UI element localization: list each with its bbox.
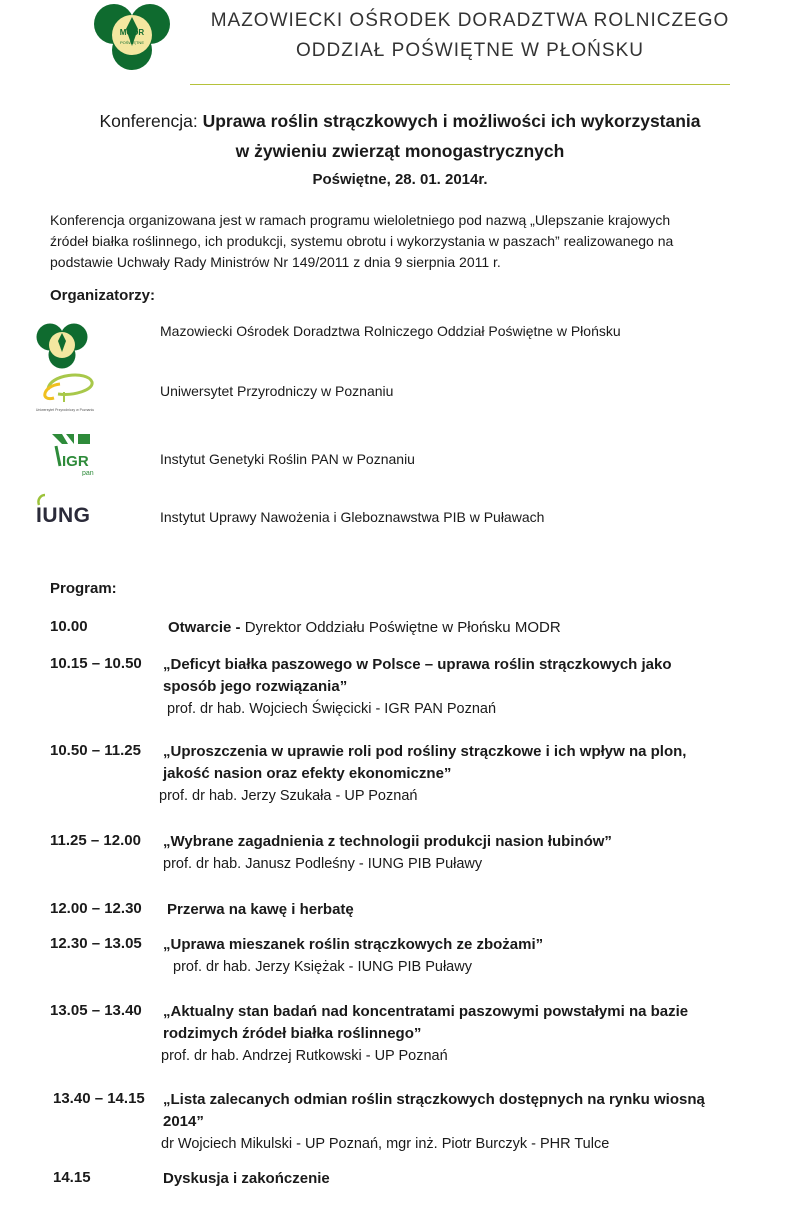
- header-divider: [190, 84, 730, 85]
- program-item-title: „Uprawa mieszanek roślin strączkowych ze zbożami”: [163, 936, 544, 953]
- program-item-title: „Aktualny stan badań nad koncentratami paszowymi powstałymi na bazie: [163, 1003, 689, 1020]
- up-poznan-logo-icon: [30, 368, 100, 414]
- program-time: 14.15: [53, 1169, 91, 1186]
- program-item-talk: [163, 1089, 763, 1155]
- intro-line: źródeł białka roślinnego, ich produkcji, systemu obrotu i wykorzystania w paszach” realizowanego na: [50, 233, 674, 249]
- conference-title-line1: Uprawa roślin strączkowych i możliwości ich wykorzystania: [202, 111, 701, 131]
- program-item-break: [167, 899, 767, 921]
- organizer-name-iung: Instytut Uprawy Nawożenia i Gleboznawstwa PIB w Puławach: [160, 509, 545, 525]
- program-item-speaker: prof. dr hab. Wojciech Święcicki - IGR PAN Poznań: [167, 701, 497, 717]
- program-item-title: 2014”: [163, 1113, 204, 1130]
- organizer-name-modr: Mazowiecki Ośrodek Doradztwa Rolniczego Oddział Poświętne w Płońsku: [160, 323, 621, 339]
- svg-text:IUNG: IUNG: [36, 504, 91, 527]
- intro-paragraph: [50, 210, 755, 273]
- svg-text:pan: pan: [82, 470, 94, 476]
- svg-text:Uniwersytet Przyrodniczy w Poz: Uniwersytet Przyrodniczy w Poznaniu: [35, 408, 95, 412]
- intro-line: podstawie Uchwały Rady Ministrów Nr 149/2011 z dnia 9 sierpnia 2011 r.: [50, 254, 501, 270]
- program-item-talk: [159, 741, 763, 807]
- program-item-title: „Lista zalecanych odmian roślin strączkowych dostępnych na rynku wiosną: [163, 1091, 705, 1108]
- header-branch: ODDZIAŁ POŚWIĘTNE W PŁOŃSKU: [296, 40, 644, 61]
- program-time: 10.50 – 11.25: [50, 742, 141, 759]
- svg-text:IGR: IGR: [62, 453, 89, 470]
- conference-title-line2: w żywieniu zwierząt monogastrycznych: [235, 141, 565, 161]
- program-time: 11.25 – 12.00: [50, 832, 141, 849]
- program-item-talk: [163, 831, 763, 875]
- program-time: 12.00 – 12.30: [50, 900, 142, 917]
- program-item-speaker: dr Wojciech Mikulski - UP Poznań, mgr inż. Piotr Burczyk - PHR Tulce: [161, 1136, 610, 1152]
- organizer-logo-igr: [48, 430, 98, 481]
- header-institution: MAZOWIECKI OŚRODEK DORADZTWA ROLNICZEGO: [210, 10, 730, 31]
- organizer-logo-iung: [33, 493, 113, 532]
- conference-place-date: Poświętne, 28. 01. 2014r.: [312, 171, 488, 188]
- program-item-detail: Dyrektor Oddziału Poświętne w Płońsku MODR: [244, 619, 561, 636]
- program-item-title: Otwarcie -: [168, 619, 245, 636]
- program-item-title: „Uproszczenia w uprawie roli pod rośliny strączkowe i ich wpływ na plon,: [163, 743, 687, 760]
- iung-logo-icon: [33, 493, 113, 527]
- program-item-talk: [163, 1001, 763, 1067]
- program-time: 12.30 – 13.05: [50, 935, 142, 952]
- program-item-title: „Wybrane zagadnienia z technologii produkcji nasion łubinów”: [163, 833, 612, 850]
- program-item-speaker: prof. dr hab. Jerzy Szukała - UP Poznań: [159, 788, 418, 804]
- program-item-title: sposób jego rozwiązania”: [163, 678, 348, 695]
- program-item-title: Dyskusja i zakończenie: [163, 1170, 330, 1187]
- organizers-heading: Organizatorzy:: [50, 287, 156, 304]
- program-item-talk: [163, 934, 763, 978]
- program-time: 13.05 – 13.40: [50, 1002, 142, 1019]
- modr-logo-icon: [35, 322, 89, 370]
- program-item-talk: [163, 654, 763, 720]
- program-item-speaker: prof. dr hab. Jerzy Księżak - IUNG PIB Puławy: [173, 959, 472, 975]
- svg-text:MODR: MODR: [119, 28, 145, 37]
- program-item-speaker: prof. dr hab. Andrzej Rutkowski - UP Poznań: [161, 1048, 448, 1064]
- organizer-name-up: Uniwersytet Przyrodniczy w Poznaniu: [160, 383, 394, 399]
- organizer-name-igr: Instytut Genetyki Roślin PAN w Poznaniu: [160, 451, 415, 467]
- organizer-logo-up: [30, 368, 100, 419]
- program-item-opening: [168, 617, 768, 639]
- conference-title: [0, 111, 800, 132]
- svg-text:POŚWIĘTNE: POŚWIĘTNE: [119, 40, 145, 45]
- igr-pan-logo-icon: [48, 430, 98, 476]
- program-item-title: „Deficyt białka paszowego w Polsce – uprawa roślin strączkowych jako: [163, 656, 672, 673]
- program-time: 13.40 – 14.15: [53, 1090, 145, 1107]
- program-item-speaker: prof. dr hab. Janusz Podleśny - IUNG PIB Puławy: [163, 856, 483, 872]
- program-heading: Program:: [50, 580, 117, 597]
- conference-prefix: Konferencja:: [99, 111, 203, 131]
- intro-line: Konferencja organizowana jest w ramach programu wieloletniego pod nazwą „Ulepszanie krajowych: [50, 212, 671, 228]
- program-item-title: jakość nasion oraz efekty ekonomiczne”: [163, 765, 452, 782]
- program-time: 10.00: [50, 618, 88, 635]
- program-time: 10.15 – 10.50: [50, 655, 142, 672]
- program-item-closing: [163, 1168, 763, 1190]
- program-item-title: Przerwa na kawę i herbatę: [167, 901, 354, 918]
- program-item-title: rodzimych źródeł białka roślinnego”: [163, 1025, 422, 1042]
